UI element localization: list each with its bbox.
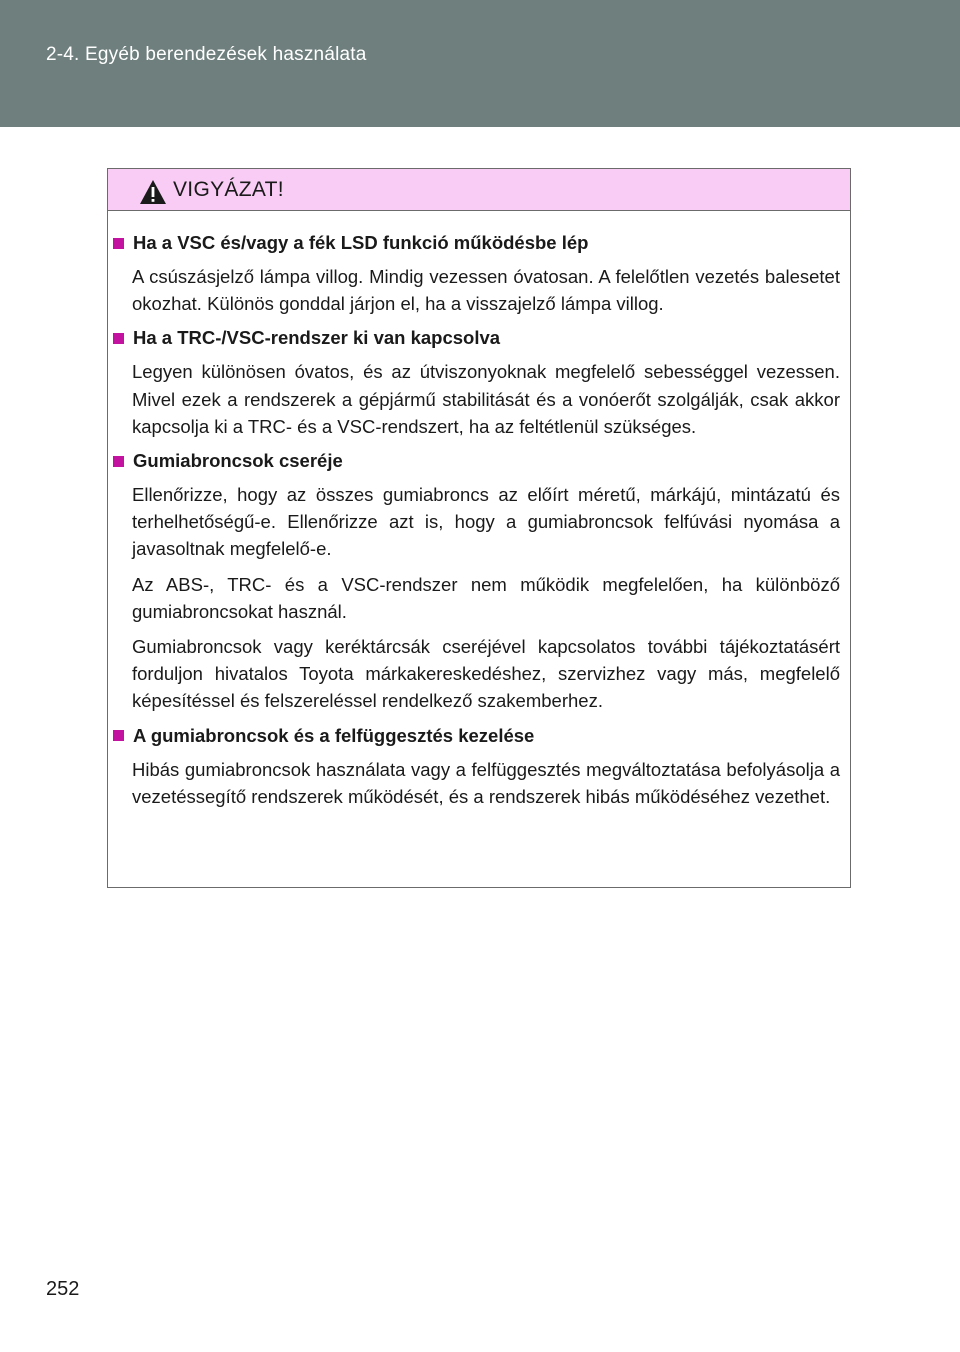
caution-item: [113, 448, 840, 715]
square-bullet-icon: [113, 238, 124, 249]
item-paragraph: Az ABS-, TRC- és a VSC-rendszer nem működik megfelelően, ha különböző gumiabroncsokat használ.: [132, 573, 840, 622]
item-paragraph: Hibás gumiabroncsok használata vagy a felfüggesztés megváltoztatása befolyásolja a vezetéssegítő rendszerek működését, és a rendszerek hibás működéséhez vezethet.: [132, 758, 840, 807]
caution-item: [113, 723, 840, 810]
square-bullet-icon: [113, 456, 124, 467]
caution-title: VIGYÁZAT!: [173, 177, 284, 201]
caution-item: [113, 325, 840, 440]
warning-triangle-icon: [139, 179, 167, 205]
item-heading: [113, 448, 840, 474]
item-heading: [113, 325, 840, 351]
page-number: 252: [46, 1278, 80, 1300]
item-heading-text: Ha a VSC és/vagy a fék LSD funkció működésbe lép: [133, 232, 589, 253]
caution-body: [108, 211, 850, 810]
item-heading: [113, 230, 840, 256]
item-heading-text: Ha a TRC-/VSC-rendszer ki van kapcsolva: [133, 327, 501, 349]
square-bullet-icon: [113, 730, 124, 741]
item-paragraph: Ellenőrizze, hogy az összes gumiabroncs az előírt méretű, márkájú, mintázatú és terhelhetőségű-e. Ellenőrizze azt is, hogy a gumiabroncsok felfúvási nyomása a javasoltnak megfelelő-e.: [132, 484, 840, 560]
item-paragraph: Legyen különösen óvatos, és az útviszonyoknak megfelelő sebességgel vezessen. Mivel ezek a rendszerek a gépjármű stabilitását és a vonóerőt szolgálják, csak akkor kapcsolja ki a TRC- és a VSC-rendszert, ha az feltétlenül szükséges.: [132, 361, 840, 437]
square-bullet-icon: [113, 333, 124, 344]
item-heading: [113, 723, 840, 749]
item-heading-text: A gumiabroncsok és a felfüggesztés kezelése: [133, 724, 535, 746]
caution-box: [107, 168, 851, 888]
section-title: 2-4. Egyéb berendezések használata: [46, 44, 367, 65]
item-paragraph: Gumiabroncsok vagy keréktárcsák cseréjével kapcsolatos további tájékoztatásért forduljon hivatalos Toyota márkakereskedéshez, szervizhez vagy más, megfelelő képesítéssel és felszereléssel rendelkező szakemberhez.: [132, 636, 840, 712]
item-heading-text: Gumiabroncsok cseréje: [133, 450, 343, 472]
section-header-band: [0, 0, 960, 127]
caution-header: [108, 169, 850, 211]
caution-item: [113, 230, 840, 317]
item-paragraph: A csúszásjelző lámpa villog. Mindig vezessen óvatosan. A felelőtlen vezetés balesetet okozhat. Különös gonddal járjon el, ha a visszajelző lámpa villog.: [132, 266, 840, 315]
